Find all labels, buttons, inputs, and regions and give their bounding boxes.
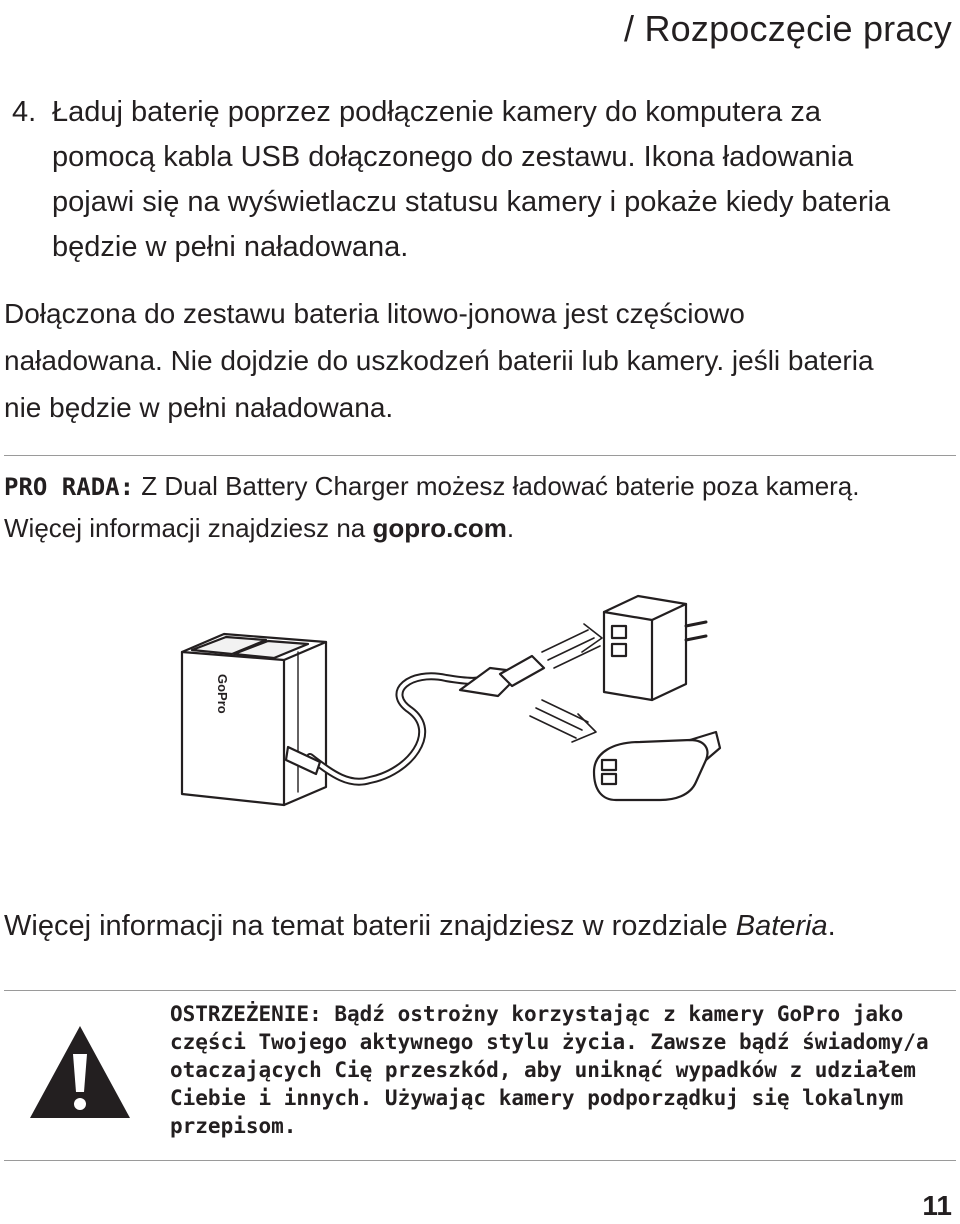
warning-line: otaczających Cię przeszkód, aby uniknąć wypadków z udziałem (170, 1058, 916, 1082)
gopro-link[interactable]: gopro.com (372, 513, 507, 543)
warning-line: części Twojego aktywnego stylu życia. Zawsze bądź świadomy/a (170, 1030, 929, 1054)
warning-text (170, 1000, 950, 1140)
battery-note-line: naładowana. Nie dojdzie do uszkodzeń baterii lub kamery. jeśli bateria (4, 345, 874, 376)
warning-line: przepisom. (170, 1114, 297, 1138)
arrow-to-car-charger (530, 700, 596, 742)
divider (4, 990, 956, 991)
pro-tip-line (4, 466, 944, 508)
step-line: pojawi się na wyświetlaczu statusu kamery i pokaże kiedy bateria (52, 186, 891, 218)
step-line: pomocą kabla USB dołączonego do zestawu. Ikona ładowania (52, 141, 854, 173)
step-4-instruction (12, 90, 942, 270)
warning-icon (26, 1022, 134, 1122)
page-number: 11 (922, 1190, 952, 1221)
warning-line: Ciebie i innych. Używając kamery podporządkuj się lokalnym (170, 1086, 904, 1110)
step-line: 4. Ładuj baterię poprzez podłączenie kamery do komputera za (12, 90, 942, 135)
warning-line: OSTRZEŻENIE: Bądź ostrożny korzystając z kamery GoPro jako (170, 1002, 904, 1026)
pro-tip-text: Z Dual Battery Charger możesz ładować baterie poza kamerą. (141, 471, 860, 501)
step-number: 4. (12, 96, 37, 128)
divider (4, 455, 956, 456)
pro-tip-line: Więcej informacji znajdziesz na gopro.com. (4, 513, 515, 543)
more-info-note: Więcej informacji na temat baterii znajdziesz w rozdziale Bateria. (4, 910, 836, 942)
charging-illustration (170, 582, 730, 872)
battery-note-line: Dołączona do zestawu bateria litowo-jonowa jest częściowo (4, 298, 745, 329)
page-title: / Rozpoczęcie pracy (624, 8, 952, 49)
charger-brand-label: GoPro (215, 674, 230, 714)
pro-tip-more: Więcej informacji znajdziesz na (4, 513, 366, 543)
battery-note (4, 290, 944, 431)
battery-note-line: nie będzie w pełni naładowana. (4, 392, 394, 423)
car-charger (594, 732, 720, 800)
pro-tip-label: PRO RADA: (4, 473, 135, 501)
arrow-to-wall-charger (542, 624, 602, 668)
divider (4, 1160, 956, 1161)
dual-battery-charger (182, 634, 326, 805)
section-reference: Bateria (735, 910, 828, 942)
pro-tip (4, 466, 944, 549)
step-line: będzie w pełni naładowana. (52, 231, 409, 263)
wall-charger (604, 596, 706, 700)
